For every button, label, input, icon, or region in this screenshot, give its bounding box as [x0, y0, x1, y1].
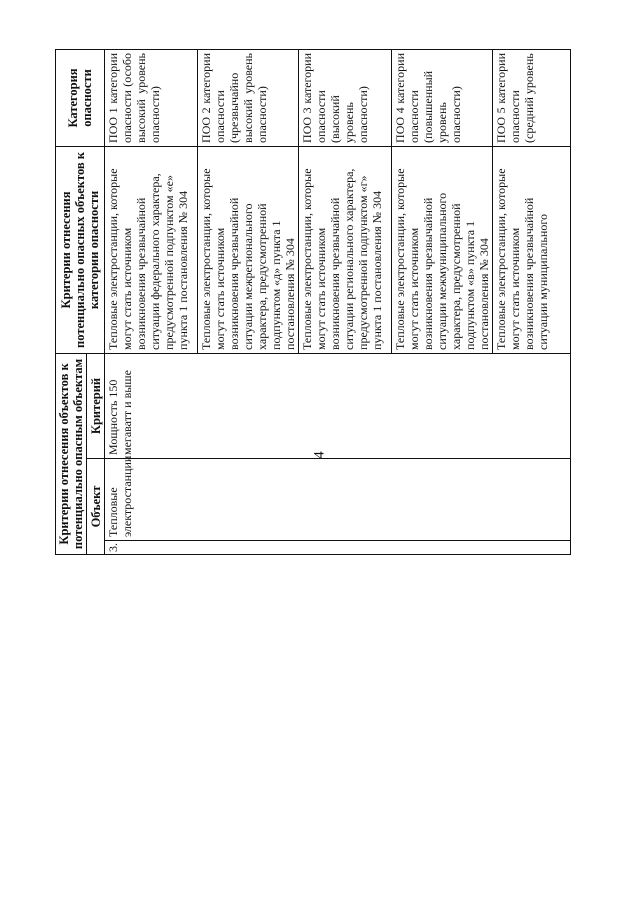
- header-row-1: [56, 49, 87, 554]
- header-criterion-label: Критерий: [87, 353, 105, 458]
- category-level-cell: ПОО 3 категории опасности (высокий уровень опасности): [299, 49, 392, 146]
- table-row: [105, 49, 198, 554]
- row-object: Тепловые электростанции: [105, 459, 571, 541]
- category-level-cell: ПОО 5 категории опасности (средний уровень: [493, 49, 571, 146]
- row-number: 3.: [105, 541, 571, 555]
- category-level-cell: ПОО 2 категории опасности (чрезвычайно высокий уровень опасности): [198, 49, 299, 146]
- header-criteria-label: Критерии отнесения потенциально опасных объектов к категории опасности: [56, 146, 105, 353]
- category-criteria-cell: Тепловые электростанции, которые могут стать источником возникновения чрезвычайной ситуации межмуниципального характера, предусмотренной подпунктом «в» пункта 1 постановления № 304: [392, 146, 493, 353]
- category-criteria-cell: Тепловые электростанции, которые могут стать источником возникновения чрезвычайной ситуации регионального характера, предусмотренной подпунктом «г» пункта 1 постановления № 304: [299, 146, 392, 353]
- row-criterion: Мощность 150 мегаватт и выше: [105, 353, 571, 458]
- header-category-label: Категория опасности: [56, 49, 105, 146]
- header-group-label: Критерии отнесения объектов к потенциально опасным объектам: [56, 353, 87, 554]
- page-number: 4: [311, 451, 328, 459]
- rotated-table-container: [55, 50, 555, 555]
- category-criteria-cell: Тепловые электростанции, которые могут стать источником возникновения чрезвычайной ситуации межрегионального характера, предусмотренной подпунктом «д» пункта 1 постановления № 304: [198, 146, 299, 353]
- hazard-criteria-table: [55, 49, 571, 555]
- header-object-label: Объект: [87, 459, 105, 555]
- category-level-cell: ПОО 1 категории опасности (особо высокий уровень опасности): [105, 49, 198, 146]
- category-level-cell: ПОО 4 категории опасности (повышенный уровень опасности): [392, 49, 493, 146]
- category-criteria-cell: Тепловые электростанции, которые могут стать источником возникновения чрезвычайной ситуации федерального характера, предусмотренной подпунктом «е» пункта 1 постановления № 304: [105, 146, 198, 353]
- category-criteria-cell: Тепловые электростанции, которые могут стать источником возникновения чрезвычайной ситуации муниципального: [493, 146, 571, 353]
